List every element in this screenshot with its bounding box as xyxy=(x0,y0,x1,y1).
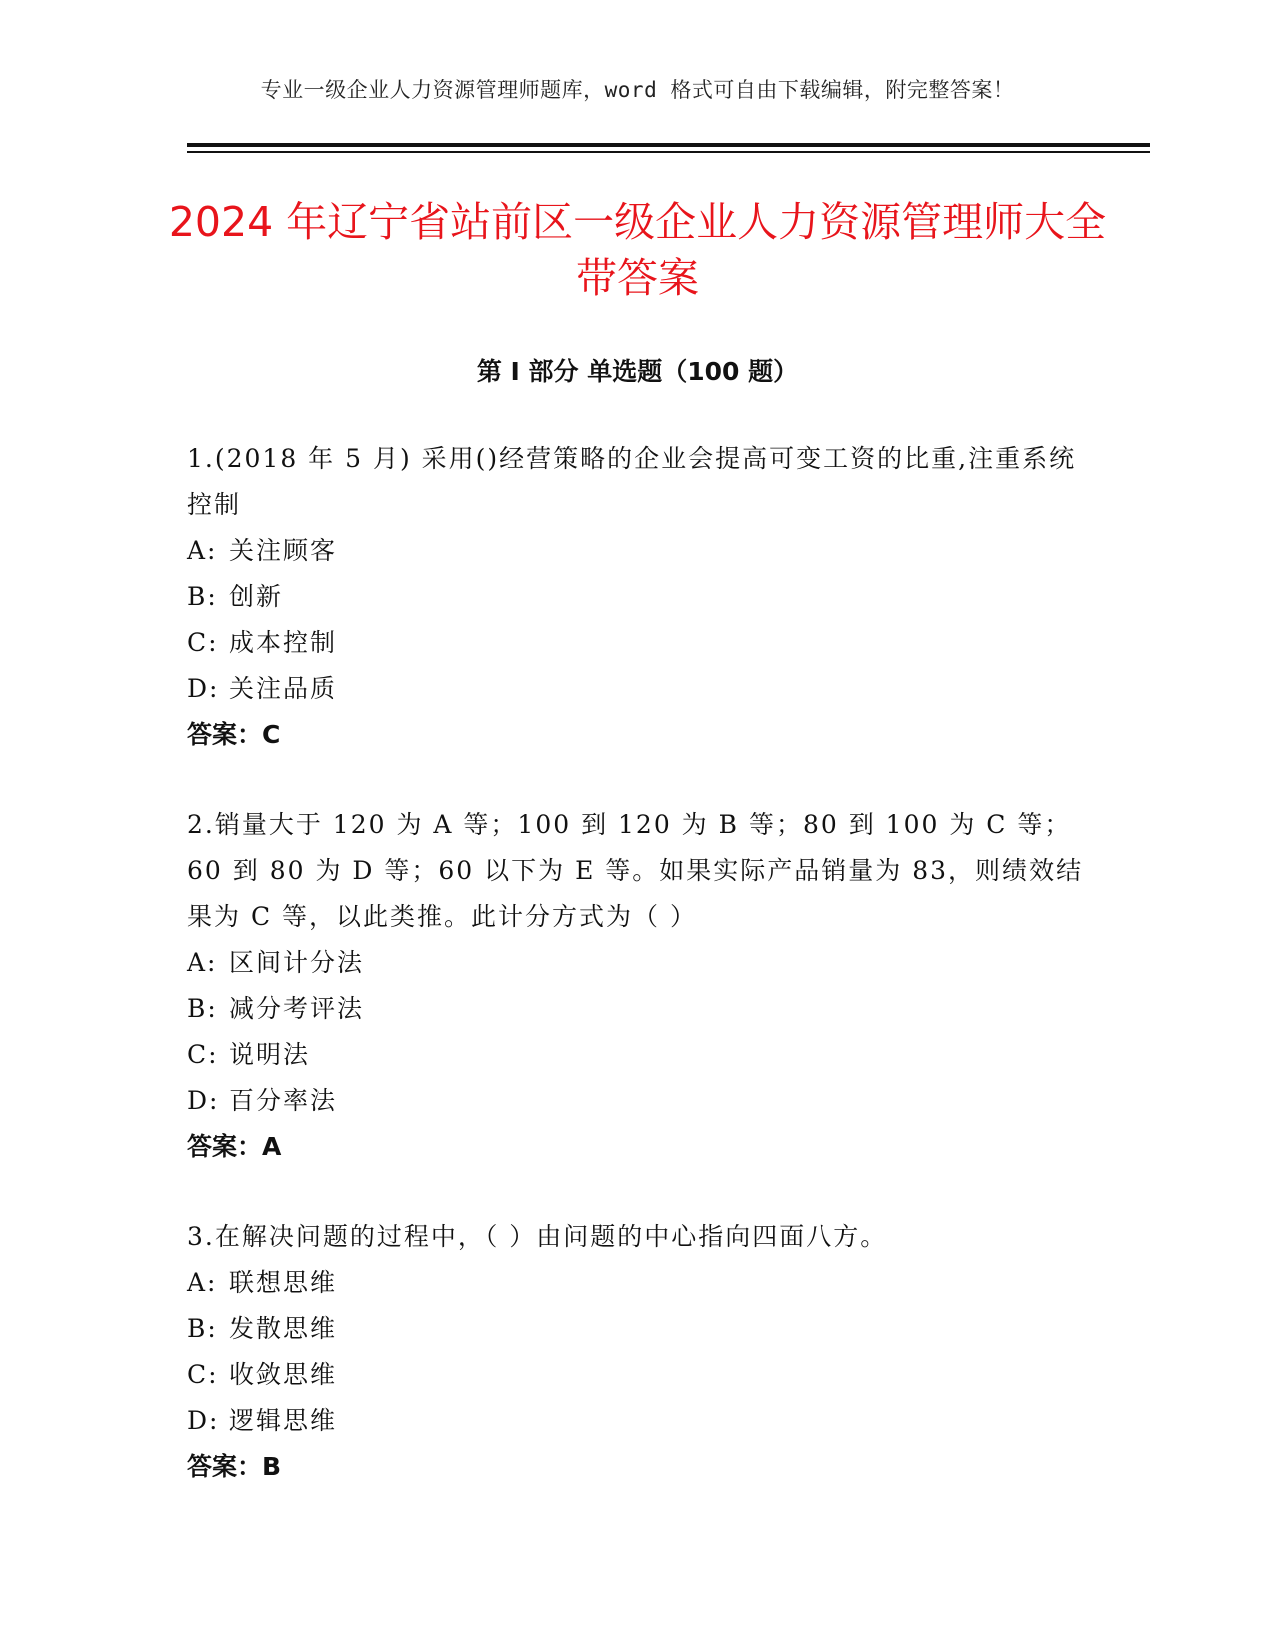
option-c xyxy=(187,620,1087,666)
option-text: 关注顾客 xyxy=(229,536,338,565)
option-key: B: xyxy=(187,582,218,611)
option-text: 关注品质 xyxy=(229,674,338,703)
option-text: 区间计分法 xyxy=(229,948,365,977)
question-list xyxy=(187,436,1087,1534)
question-2 xyxy=(187,802,1087,1170)
option-key: B: xyxy=(187,994,218,1023)
answer: 答案：A xyxy=(187,1132,282,1161)
option-text: 联想思维 xyxy=(229,1268,338,1297)
option-key: C: xyxy=(187,628,219,657)
option-text: 说明法 xyxy=(229,1040,311,1069)
option-d xyxy=(187,1398,1087,1444)
option-d xyxy=(187,666,1087,712)
answer: 答案：C xyxy=(187,720,281,749)
option-text: 成本控制 xyxy=(229,628,338,657)
option-text: 发散思维 xyxy=(229,1314,338,1343)
option-key: C: xyxy=(187,1040,219,1069)
option-key: A: xyxy=(187,536,218,565)
option-text: 收敛思维 xyxy=(229,1360,338,1389)
question-1 xyxy=(187,436,1087,758)
option-c xyxy=(187,1352,1087,1398)
option-key: A: xyxy=(187,1268,218,1297)
option-b xyxy=(187,574,1087,620)
question-stem: 3.在解决问题的过程中，（ ）由问题的中心指向四面八方。 xyxy=(187,1222,888,1251)
option-key: D: xyxy=(187,1086,220,1115)
option-text: 百分率法 xyxy=(229,1086,338,1115)
option-key: B: xyxy=(187,1314,218,1343)
option-text: 创新 xyxy=(229,582,284,611)
option-b xyxy=(187,986,1087,1032)
document-title: 2024 年辽宁省站前区一级企业人力资源管理师大全带答案 xyxy=(168,198,1107,302)
option-c xyxy=(187,1032,1087,1078)
header-rule-thick xyxy=(187,143,1150,147)
option-b xyxy=(187,1306,1087,1352)
option-key: A: xyxy=(187,948,218,977)
option-d xyxy=(187,1078,1087,1124)
question-stem: 2.销量大于 120 为 A 等；100 到 120 为 B 等；80 到 100 为 C 等；60 到 80 为 D 等；60 以下为 E 等。如果实际产品销量为 83，则绩效结果为 C 等，以此类推。此计分方式为（ ） xyxy=(187,810,1084,931)
section-heading: 第 I 部分 单选题（100 题） xyxy=(476,357,799,386)
option-key: D: xyxy=(187,674,220,703)
header-note: 专业一级企业人力资源管理师题库，word 格式可自由下载编辑，附完整答案！ xyxy=(260,78,1015,102)
option-text: 逻辑思维 xyxy=(229,1406,338,1435)
option-a xyxy=(187,528,1087,574)
option-key: C: xyxy=(187,1360,219,1389)
header-rule-thin xyxy=(187,151,1150,153)
option-a xyxy=(187,940,1087,986)
option-key: D: xyxy=(187,1406,220,1435)
option-a xyxy=(187,1260,1087,1306)
question-3 xyxy=(187,1214,1087,1490)
option-text: 减分考评法 xyxy=(229,994,365,1023)
answer: 答案：B xyxy=(187,1452,282,1481)
question-stem: 1.(2018 年 5 月) 采用()经营策略的企业会提高可变工资的比重,注重系统控制 xyxy=(187,444,1077,519)
